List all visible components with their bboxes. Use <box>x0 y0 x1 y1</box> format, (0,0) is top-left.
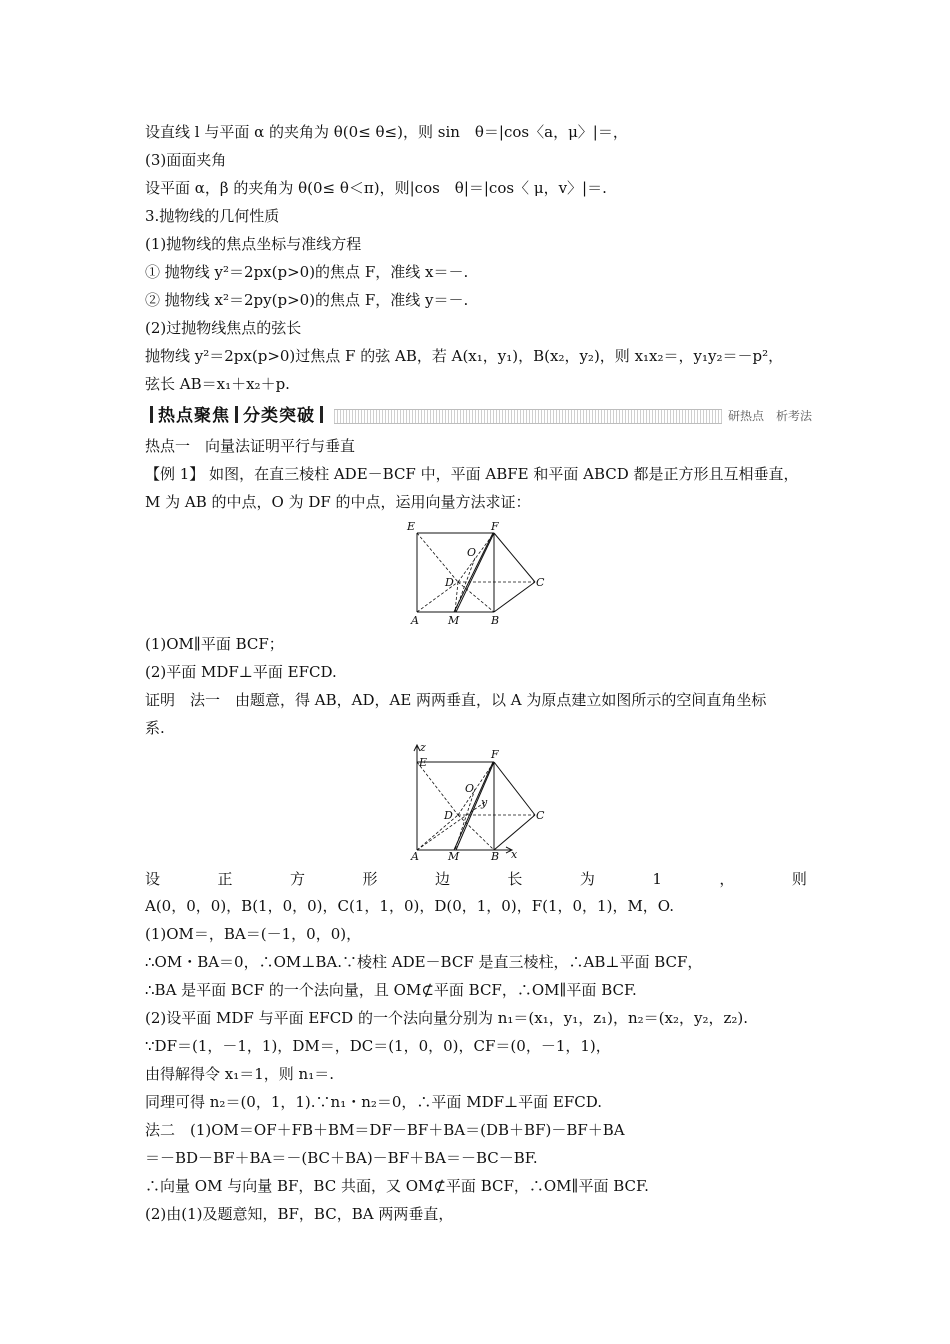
prism-diagram <box>405 518 555 628</box>
text-line: 设平面 α，β 的夹角为 θ(0≤ θ＜π)，则|cos θ|＝|cos〈 μ，v〉|＝. <box>145 179 607 197</box>
banner-hatch <box>328 409 742 424</box>
prism-figure-2 <box>405 742 555 862</box>
spread-char: 设 <box>145 870 161 888</box>
proof-text: ∴BA 是平面 BCF 的一个法向量，且 OM⊄平面 BCF，∴OM∥平面 BCF. <box>145 981 637 999</box>
spread-char: 长 <box>507 870 523 888</box>
label-E: E <box>407 520 416 533</box>
spread-char: ， <box>719 870 735 888</box>
label-A: A <box>411 850 419 862</box>
spread-char: 边 <box>434 870 450 888</box>
label-A: A <box>411 614 419 627</box>
banner-title-right: 分类突破 <box>243 406 315 426</box>
label-C: C <box>536 576 545 589</box>
label-F: F <box>491 748 499 761</box>
prism-figure-1 <box>405 518 555 628</box>
proof-text: 由得解得令 x₁＝1，则 n₁＝. <box>145 1065 334 1083</box>
label-D: D <box>445 576 454 589</box>
proof-text: ＝－BD－BF＋BA＝－(BC＋BA)－BF＋BA＝－BC－BF. <box>145 1149 538 1167</box>
label-D: D <box>444 809 453 822</box>
spread-char: 形 <box>362 870 378 888</box>
proof-text: 系. <box>145 719 165 737</box>
proof-text: ∴向量 OM 与向量 BF，BC 共面，又 OM⊄平面 BCF，∴OM∥平面 BCF. <box>145 1177 649 1195</box>
label-C: C <box>536 809 545 822</box>
section-heading: 3.抛物线的几何性质 <box>145 207 280 225</box>
proof-text: (2)由(1)及题意知，BF，BC，BA 两两垂直， <box>145 1205 454 1223</box>
banner-subtitle: 研热点 析考法 <box>722 404 812 428</box>
hot-topics-banner <box>145 404 812 428</box>
spread-char: 方 <box>289 870 305 888</box>
banner-title <box>145 404 334 428</box>
label-B: B <box>491 614 500 627</box>
spread-char: 正 <box>217 870 233 888</box>
example-text: 【例 1】 如图，在直三棱柱 ADE－BCF 中，平面 ABFE 和平面 ABCD 都是正方形且互相垂直， <box>145 465 799 483</box>
proof-text: 证明 法一 由题意，得 AB，AD，AE 两两垂直，以 A 为原点建立如图所示的空间直角坐标 <box>145 691 767 709</box>
spread-char: 为 <box>579 870 595 888</box>
coordinates-line: A(0，0，0)，B(1，0，0)，C(1，1，0)，D(0，1，0)，F(1，0，1)，M，O. <box>145 897 674 915</box>
spread-justified-line <box>145 869 807 889</box>
spread-char: 1 <box>652 870 662 888</box>
label-O: O <box>467 546 477 559</box>
claim-1: (1)OM∥平面 BCF； <box>145 635 284 653</box>
proof-text: ∴OM・BA＝0，∴OM⊥BA.∵棱柱 ADE－BCF 是直三棱柱，∴AB⊥平面 BCF， <box>145 953 703 971</box>
text-line: 抛物线 y²＝2px(p>0)过焦点 F 的弦 AB，若 A(x₁，y₁)，B(x₂，y₂)，则 x₁x₂＝，y₁y₂＝－p²， <box>145 347 784 365</box>
proof-text: (1)OM＝，BA＝(－1，0，0)， <box>145 925 362 943</box>
text-line: ② 抛物线 x²＝2py(p>0)的焦点 F，准线 y＝－. <box>145 291 469 309</box>
subheading: (1)抛物线的焦点坐标与准线方程 <box>145 235 362 253</box>
subheading: (2)过抛物线焦点的弦长 <box>145 319 302 337</box>
text-line: 弦长 AB＝x₁＋x₂＋p. <box>145 375 290 393</box>
label-E: E <box>419 756 428 769</box>
proof-text: 法二 (1)OM＝OF＋FB＋BM＝DF－BF＋BA＝(DB＋BF)－BF＋BA <box>145 1121 625 1139</box>
axis-label-z: z <box>420 742 426 754</box>
label-B: B <box>491 850 500 862</box>
coordinate-prism-diagram <box>405 742 555 862</box>
claim-2: (2)平面 MDF⊥平面 EFCD. <box>145 663 337 681</box>
proof-text: 同理可得 n₂＝(0，1，1).∵n₁・n₂＝0，∴平面 MDF⊥平面 EFCD. <box>145 1093 602 1111</box>
text-line: 设直线 l 与平面 α 的夹角为 θ(0≤ θ≤)，则 sin θ＝|cos〈a，μ〉|＝， <box>145 123 628 141</box>
axis-label-y: y <box>481 796 488 809</box>
text-line: ① 抛物线 y²＝2px(p>0)的焦点 F，准线 x＝－. <box>145 263 469 281</box>
banner-title-left: 热点聚焦 <box>158 406 230 426</box>
example-text: M 为 AB 的中点，O 为 DF 的中点，运用向量方法求证： <box>145 493 531 511</box>
subheading: (3)面面夹角 <box>145 151 227 169</box>
label-M: M <box>448 850 460 862</box>
spread-char: 则 <box>791 870 807 888</box>
label-M: M <box>448 614 460 627</box>
hot-topic-title: 热点一 向量法证明平行与垂直 <box>145 437 356 455</box>
proof-text: (2)设平面 MDF 与平面 EFCD 的一个法向量分别为 n₁＝(x₁，y₁，z₁)，n₂＝(x₂，y₂，z₂). <box>145 1009 749 1027</box>
axis-label-x: x <box>511 848 518 861</box>
label-O: O <box>465 782 475 795</box>
label-F: F <box>491 520 499 533</box>
proof-text: ∵DF＝(1，－1，1)，DM＝，DC＝(1，0，0)，CF＝(0，－1，1)， <box>145 1037 611 1055</box>
